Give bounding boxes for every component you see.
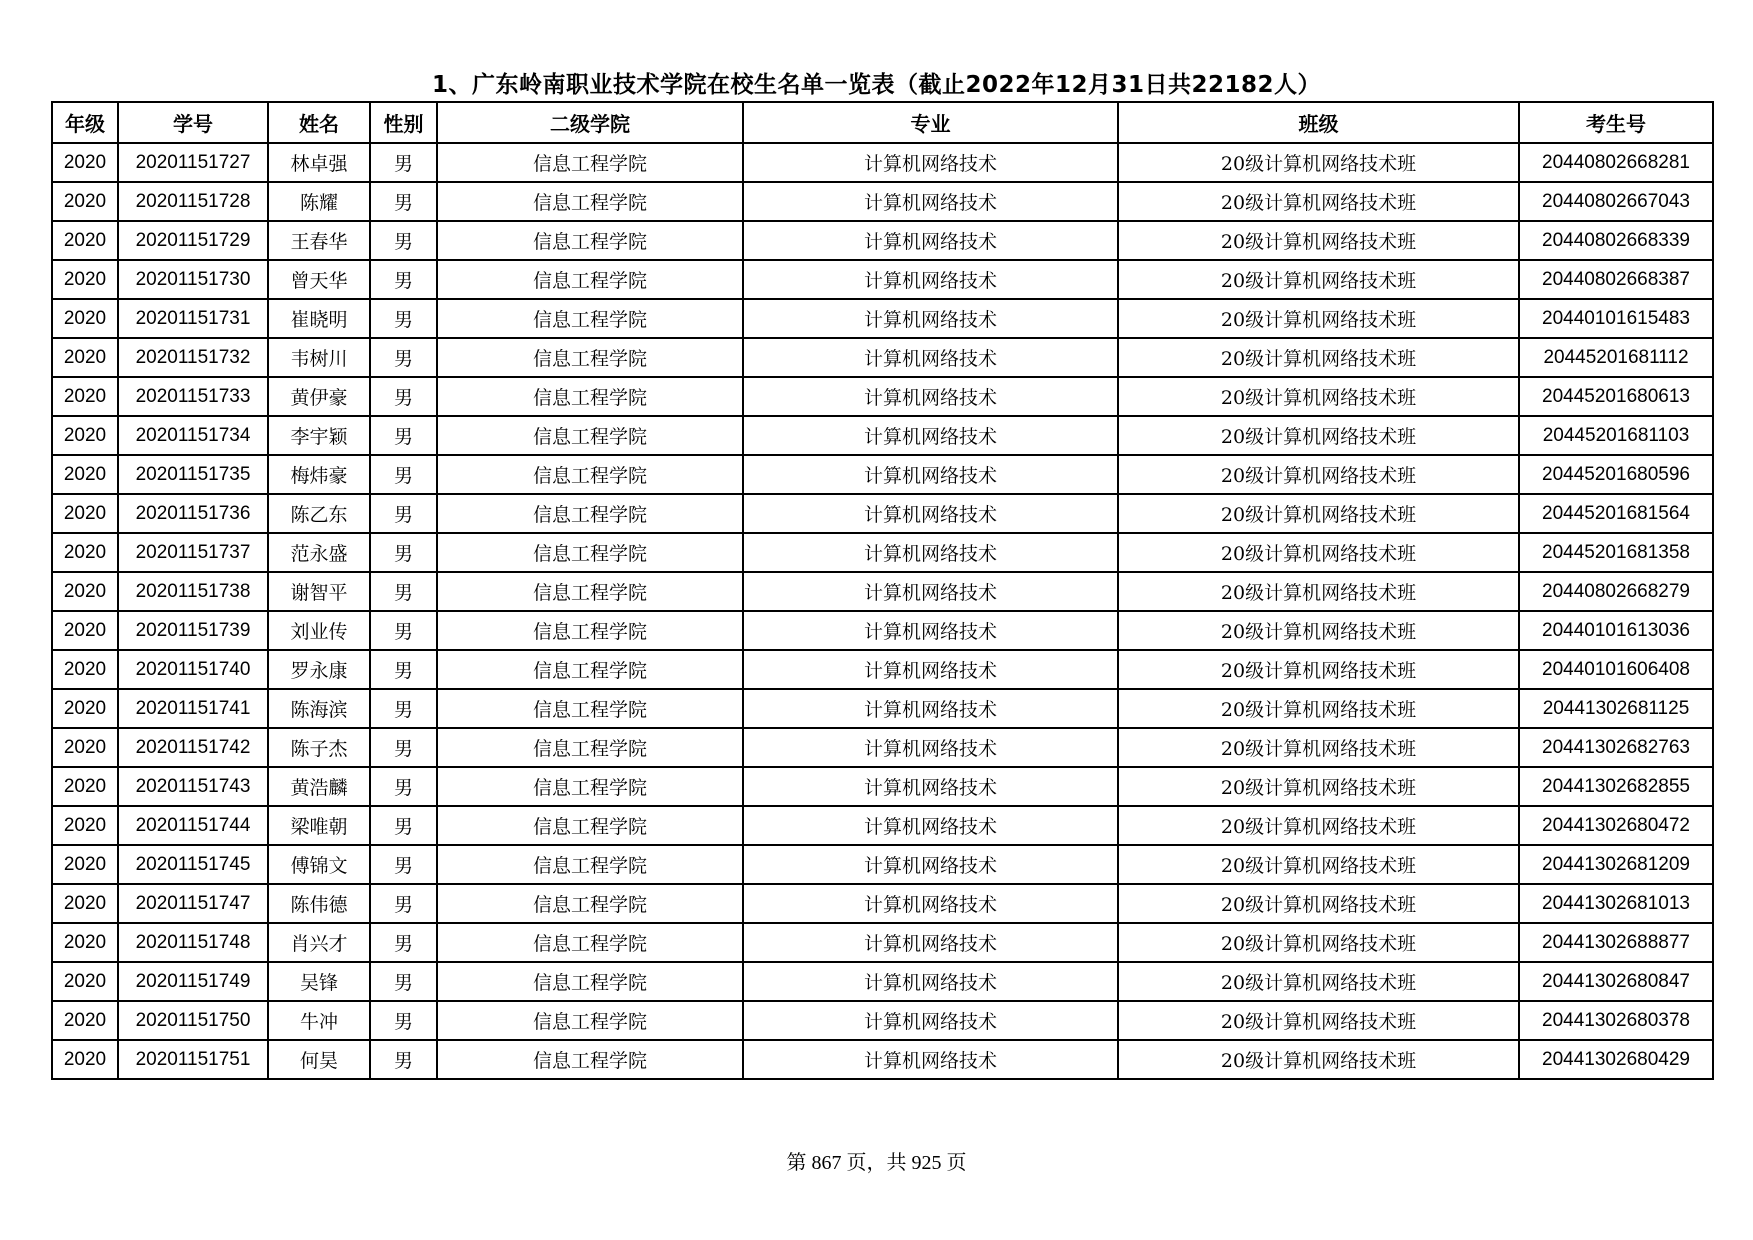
cell-grade: 2020 — [52, 962, 118, 1001]
cell-exam-number: 20441302688877 — [1519, 923, 1713, 962]
cell-grade: 2020 — [52, 143, 118, 182]
cell-exam-number: 20440802668281 — [1519, 143, 1713, 182]
cell-class: 20级计算机网络技术班 — [1118, 416, 1519, 455]
cell-student-id: 20201151745 — [118, 845, 268, 884]
cell-exam-number: 20441302682855 — [1519, 767, 1713, 806]
table-row — [52, 962, 1713, 1001]
cell-class: 20级计算机网络技术班 — [1118, 377, 1519, 416]
cell-name: 吴锋 — [268, 962, 370, 1001]
header-gender: 性别 — [370, 102, 437, 143]
cell-gender: 男 — [370, 221, 437, 260]
cell-name: 韦树川 — [268, 338, 370, 377]
cell-gender: 男 — [370, 533, 437, 572]
cell-name: 范永盛 — [268, 533, 370, 572]
cell-student-id: 20201151730 — [118, 260, 268, 299]
table-row — [52, 260, 1713, 299]
cell-grade: 2020 — [52, 260, 118, 299]
cell-exam-number: 20440802668339 — [1519, 221, 1713, 260]
cell-major: 计算机网络技术 — [743, 455, 1118, 494]
cell-college: 信息工程学院 — [437, 533, 743, 572]
cell-college: 信息工程学院 — [437, 650, 743, 689]
cell-student-id: 20201151727 — [118, 143, 268, 182]
cell-grade: 2020 — [52, 494, 118, 533]
cell-class: 20级计算机网络技术班 — [1118, 455, 1519, 494]
cell-gender: 男 — [370, 455, 437, 494]
cell-gender: 男 — [370, 650, 437, 689]
cell-grade: 2020 — [52, 1001, 118, 1040]
cell-grade: 2020 — [52, 767, 118, 806]
cell-class: 20级计算机网络技术班 — [1118, 494, 1519, 533]
table-row — [52, 221, 1713, 260]
cell-gender: 男 — [370, 260, 437, 299]
cell-exam-number: 20440101613036 — [1519, 611, 1713, 650]
cell-grade: 2020 — [52, 455, 118, 494]
cell-major: 计算机网络技术 — [743, 962, 1118, 1001]
cell-name: 陈子杰 — [268, 728, 370, 767]
cell-college: 信息工程学院 — [437, 923, 743, 962]
cell-exam-number: 20441302680378 — [1519, 1001, 1713, 1040]
cell-grade: 2020 — [52, 845, 118, 884]
cell-gender: 男 — [370, 572, 437, 611]
cell-gender: 男 — [370, 338, 437, 377]
table-row — [52, 1040, 1713, 1079]
cell-exam-number: 20440802667043 — [1519, 182, 1713, 221]
cell-college: 信息工程学院 — [437, 1040, 743, 1079]
cell-name: 王春华 — [268, 221, 370, 260]
cell-class: 20级计算机网络技术班 — [1118, 806, 1519, 845]
cell-name: 谢智平 — [268, 572, 370, 611]
cell-student-id: 20201151734 — [118, 416, 268, 455]
cell-name: 傅锦文 — [268, 845, 370, 884]
table-row — [52, 455, 1713, 494]
cell-class: 20级计算机网络技术班 — [1118, 923, 1519, 962]
table-row — [52, 377, 1713, 416]
cell-class: 20级计算机网络技术班 — [1118, 143, 1519, 182]
cell-grade: 2020 — [52, 572, 118, 611]
cell-major: 计算机网络技术 — [743, 806, 1118, 845]
cell-college: 信息工程学院 — [437, 1001, 743, 1040]
table-row — [52, 884, 1713, 923]
cell-major: 计算机网络技术 — [743, 650, 1118, 689]
table-header-row — [52, 102, 1713, 143]
cell-major: 计算机网络技术 — [743, 260, 1118, 299]
cell-grade: 2020 — [52, 533, 118, 572]
cell-exam-number: 20440802668387 — [1519, 260, 1713, 299]
cell-college: 信息工程学院 — [437, 416, 743, 455]
cell-major: 计算机网络技术 — [743, 494, 1118, 533]
cell-student-id: 20201151747 — [118, 884, 268, 923]
cell-college: 信息工程学院 — [437, 806, 743, 845]
table-row — [52, 299, 1713, 338]
cell-exam-number: 20441302681125 — [1519, 689, 1713, 728]
cell-exam-number: 20441302681209 — [1519, 845, 1713, 884]
cell-class: 20级计算机网络技术班 — [1118, 182, 1519, 221]
table-row — [52, 689, 1713, 728]
cell-student-id: 20201151732 — [118, 338, 268, 377]
cell-exam-number: 20440101615483 — [1519, 299, 1713, 338]
cell-major: 计算机网络技术 — [743, 377, 1118, 416]
cell-gender: 男 — [370, 806, 437, 845]
cell-exam-number: 20440101606408 — [1519, 650, 1713, 689]
cell-gender: 男 — [370, 923, 437, 962]
cell-major: 计算机网络技术 — [743, 728, 1118, 767]
table-row — [52, 338, 1713, 377]
cell-exam-number: 20441302680847 — [1519, 962, 1713, 1001]
cell-gender: 男 — [370, 1040, 437, 1079]
cell-class: 20级计算机网络技术班 — [1118, 845, 1519, 884]
cell-class: 20级计算机网络技术班 — [1118, 767, 1519, 806]
cell-student-id: 20201151741 — [118, 689, 268, 728]
cell-gender: 男 — [370, 143, 437, 182]
table-row — [52, 923, 1713, 962]
cell-grade: 2020 — [52, 377, 118, 416]
cell-grade: 2020 — [52, 923, 118, 962]
table-row — [52, 806, 1713, 845]
cell-exam-number: 20445201681358 — [1519, 533, 1713, 572]
cell-student-id: 20201151748 — [118, 923, 268, 962]
cell-name: 陈伟德 — [268, 884, 370, 923]
cell-student-id: 20201151742 — [118, 728, 268, 767]
cell-student-id: 20201151731 — [118, 299, 268, 338]
table-row — [52, 416, 1713, 455]
cell-college: 信息工程学院 — [437, 143, 743, 182]
cell-exam-number: 20445201680596 — [1519, 455, 1713, 494]
table-row — [52, 533, 1713, 572]
cell-college: 信息工程学院 — [437, 338, 743, 377]
table-row — [52, 650, 1713, 689]
cell-name: 刘业传 — [268, 611, 370, 650]
cell-grade: 2020 — [52, 1040, 118, 1079]
cell-class: 20级计算机网络技术班 — [1118, 533, 1519, 572]
cell-major: 计算机网络技术 — [743, 884, 1118, 923]
cell-college: 信息工程学院 — [437, 884, 743, 923]
cell-student-id: 20201151749 — [118, 962, 268, 1001]
cell-major: 计算机网络技术 — [743, 923, 1118, 962]
cell-major: 计算机网络技术 — [743, 338, 1118, 377]
cell-college: 信息工程学院 — [437, 689, 743, 728]
cell-student-id: 20201151737 — [118, 533, 268, 572]
cell-major: 计算机网络技术 — [743, 143, 1118, 182]
cell-major: 计算机网络技术 — [743, 689, 1118, 728]
cell-major: 计算机网络技术 — [743, 767, 1118, 806]
cell-class: 20级计算机网络技术班 — [1118, 338, 1519, 377]
cell-grade: 2020 — [52, 221, 118, 260]
cell-exam-number: 20441302680472 — [1519, 806, 1713, 845]
cell-student-id: 20201151738 — [118, 572, 268, 611]
cell-exam-number: 20445201681103 — [1519, 416, 1713, 455]
header-grade: 年级 — [52, 102, 118, 143]
table-row — [52, 494, 1713, 533]
cell-student-id: 20201151729 — [118, 221, 268, 260]
cell-college: 信息工程学院 — [437, 845, 743, 884]
cell-name: 罗永康 — [268, 650, 370, 689]
cell-gender: 男 — [370, 416, 437, 455]
header-major: 专业 — [743, 102, 1118, 143]
cell-exam-number: 20440802668279 — [1519, 572, 1713, 611]
cell-college: 信息工程学院 — [437, 221, 743, 260]
cell-gender: 男 — [370, 845, 437, 884]
cell-gender: 男 — [370, 728, 437, 767]
cell-name: 梁唯朝 — [268, 806, 370, 845]
cell-student-id: 20201151733 — [118, 377, 268, 416]
table-row — [52, 611, 1713, 650]
cell-grade: 2020 — [52, 884, 118, 923]
cell-gender: 男 — [370, 611, 437, 650]
cell-major: 计算机网络技术 — [743, 533, 1118, 572]
cell-class: 20级计算机网络技术班 — [1118, 884, 1519, 923]
cell-grade: 2020 — [52, 299, 118, 338]
cell-class: 20级计算机网络技术班 — [1118, 1001, 1519, 1040]
table-row — [52, 1001, 1713, 1040]
cell-name: 肖兴才 — [268, 923, 370, 962]
cell-name: 林卓强 — [268, 143, 370, 182]
cell-student-id: 20201151735 — [118, 455, 268, 494]
cell-class: 20级计算机网络技术班 — [1118, 650, 1519, 689]
cell-major: 计算机网络技术 — [743, 416, 1118, 455]
cell-student-id: 20201151750 — [118, 1001, 268, 1040]
cell-exam-number: 20445201681112 — [1519, 338, 1713, 377]
cell-exam-number: 20441302681013 — [1519, 884, 1713, 923]
cell-grade: 2020 — [52, 416, 118, 455]
table-row — [52, 767, 1713, 806]
cell-college: 信息工程学院 — [437, 572, 743, 611]
header-college: 二级学院 — [437, 102, 743, 143]
table-row — [52, 182, 1713, 221]
cell-name: 陈耀 — [268, 182, 370, 221]
cell-name: 梅炜豪 — [268, 455, 370, 494]
cell-major: 计算机网络技术 — [743, 299, 1118, 338]
cell-grade: 2020 — [52, 689, 118, 728]
cell-college: 信息工程学院 — [437, 455, 743, 494]
cell-grade: 2020 — [52, 338, 118, 377]
table-row — [52, 143, 1713, 182]
cell-college: 信息工程学院 — [437, 377, 743, 416]
cell-student-id: 20201151739 — [118, 611, 268, 650]
cell-student-id: 20201151736 — [118, 494, 268, 533]
cell-exam-number: 20441302680429 — [1519, 1040, 1713, 1079]
cell-student-id: 20201151740 — [118, 650, 268, 689]
header-class: 班级 — [1118, 102, 1519, 143]
cell-class: 20级计算机网络技术班 — [1118, 611, 1519, 650]
cell-college: 信息工程学院 — [437, 962, 743, 1001]
cell-name: 何昊 — [268, 1040, 370, 1079]
table-row — [52, 728, 1713, 767]
cell-grade: 2020 — [52, 650, 118, 689]
cell-name: 李宇颖 — [268, 416, 370, 455]
cell-name: 黄浩麟 — [268, 767, 370, 806]
page-footer: 第 867 页，共 925 页 — [786, 1152, 967, 1174]
cell-college: 信息工程学院 — [437, 767, 743, 806]
cell-gender: 男 — [370, 689, 437, 728]
cell-student-id: 20201151751 — [118, 1040, 268, 1079]
cell-college: 信息工程学院 — [437, 611, 743, 650]
header-exam-number: 考生号 — [1519, 102, 1713, 143]
table-row — [52, 845, 1713, 884]
cell-class: 20级计算机网络技术班 — [1118, 221, 1519, 260]
table-body — [52, 143, 1713, 1079]
cell-student-id: 20201151728 — [118, 182, 268, 221]
cell-gender: 男 — [370, 494, 437, 533]
cell-gender: 男 — [370, 1001, 437, 1040]
cell-class: 20级计算机网络技术班 — [1118, 260, 1519, 299]
cell-college: 信息工程学院 — [437, 494, 743, 533]
cell-major: 计算机网络技术 — [743, 611, 1118, 650]
cell-name: 陈海滨 — [268, 689, 370, 728]
cell-class: 20级计算机网络技术班 — [1118, 299, 1519, 338]
cell-grade: 2020 — [52, 182, 118, 221]
cell-major: 计算机网络技术 — [743, 572, 1118, 611]
cell-exam-number: 20445201681564 — [1519, 494, 1713, 533]
cell-name: 曾天华 — [268, 260, 370, 299]
cell-college: 信息工程学院 — [437, 182, 743, 221]
cell-name: 牛冲 — [268, 1001, 370, 1040]
cell-major: 计算机网络技术 — [743, 221, 1118, 260]
header-name: 姓名 — [268, 102, 370, 143]
cell-major: 计算机网络技术 — [743, 845, 1118, 884]
cell-college: 信息工程学院 — [437, 260, 743, 299]
cell-class: 20级计算机网络技术班 — [1118, 572, 1519, 611]
cell-class: 20级计算机网络技术班 — [1118, 728, 1519, 767]
cell-exam-number: 20445201680613 — [1519, 377, 1713, 416]
cell-name: 崔晓明 — [268, 299, 370, 338]
cell-exam-number: 20441302682763 — [1519, 728, 1713, 767]
cell-major: 计算机网络技术 — [743, 182, 1118, 221]
cell-class: 20级计算机网络技术班 — [1118, 962, 1519, 1001]
cell-grade: 2020 — [52, 611, 118, 650]
student-roster-table — [51, 101, 1714, 1080]
cell-college: 信息工程学院 — [437, 299, 743, 338]
cell-major: 计算机网络技术 — [743, 1001, 1118, 1040]
cell-major: 计算机网络技术 — [743, 1040, 1118, 1079]
cell-name: 陈乙东 — [268, 494, 370, 533]
cell-gender: 男 — [370, 377, 437, 416]
page-title: 1、广东岭南职业技术学院在校生名单一览表（截止2022年12月31日共22182人） — [431, 72, 1322, 98]
cell-grade: 2020 — [52, 806, 118, 845]
cell-gender: 男 — [370, 299, 437, 338]
cell-college: 信息工程学院 — [437, 728, 743, 767]
cell-gender: 男 — [370, 962, 437, 1001]
cell-gender: 男 — [370, 767, 437, 806]
cell-class: 20级计算机网络技术班 — [1118, 1040, 1519, 1079]
header-student-id: 学号 — [118, 102, 268, 143]
cell-class: 20级计算机网络技术班 — [1118, 689, 1519, 728]
cell-grade: 2020 — [52, 728, 118, 767]
cell-name: 黄伊豪 — [268, 377, 370, 416]
table-row — [52, 572, 1713, 611]
cell-student-id: 20201151743 — [118, 767, 268, 806]
cell-student-id: 20201151744 — [118, 806, 268, 845]
cell-gender: 男 — [370, 182, 437, 221]
cell-gender: 男 — [370, 884, 437, 923]
